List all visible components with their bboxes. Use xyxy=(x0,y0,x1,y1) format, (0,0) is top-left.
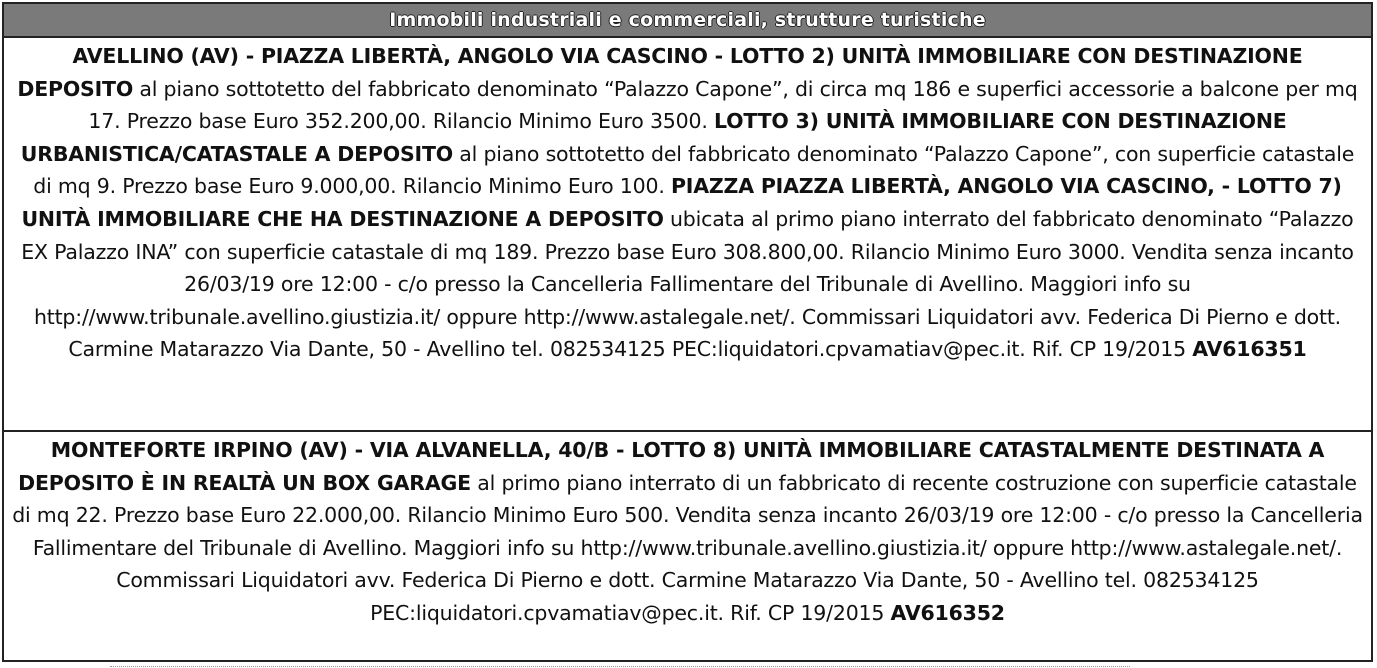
page-cut-line xyxy=(0,664,1377,668)
section-header: Immobili industriali e commerciali, strutture turistiche xyxy=(4,4,1371,38)
listing-text: ubicata al primo piano interrato del fabbricato denominato “Palazzo EX Palazzo INA” con superficie catastale di mq 189. Prezzo base Euro 308.800,00. Rilancio Minimo Euro 3000. Vendita senza incanto 26/03/19 ore 12:00 - c/o presso la Cancelleria Fallimentare del Tribunale di Avellino. Maggiori info su http://www.tribunale.avellino.giustizia.it/ oppure http://www.astalegale.net/. Commissari Liquidatori avv. Federica Di Pierno e dott. Carmine Matarazzo Via Dante, 50 - Avellino tel. 082534125 PEC:liquidatori.cpvamatiav@pec.it. Rif. CP 19/2015 xyxy=(21,206,1354,362)
listing-monteforte-irpino xyxy=(4,432,1371,660)
listing-text: al primo piano interrato di un fabbricato di recente costruzione con superficie catastale di mq 22. Prezzo base Euro 22.000,00. Rilancio Minimo Euro 500. Vendita senza incanto 26/03/19 ore 12:00 - c/o presso la Cancelleria Fallimentare del Tribunale di Avellino. Maggiori info su http://www.tribunale.avellino.giustizia.it/ oppure http://www.astalegale.net/. Commissari Liquidatori avv. Federica Di Pierno e dott. Carmine Matarazzo Via Dante, 50 - Avellino tel. 082534125 PEC:liquidatori.cpvamatiav@pec.it. Rif. CP 19/2015 xyxy=(12,470,1363,625)
listing-heading: LOTTO 3) UNITÀ IMMOBILIARE CON DESTINAZIONE URBANISTICA/CATASTALE A DEPOSITO xyxy=(20,109,1287,166)
listing-code: AV616351 xyxy=(1192,337,1307,362)
listing-heading: AVELLINO (AV) - PIAZZA LIBERTÀ, ANGOLO VIA CASCINO - LOTTO 2) UNITÀ IMMOBILIARE CON DESTINAZIONE DEPOSITO xyxy=(17,44,1303,101)
listing-code: AV616352 xyxy=(890,600,1005,625)
auction-notice-table xyxy=(2,2,1373,662)
listing-heading: MONTEFORTE IRPINO (AV) - VIA ALVANELLA, 40/B - LOTTO 8) UNITÀ IMMOBILIARE CATASTALMENTE DESTINATA A DEPOSITO È IN REALTÀ UN BOX GARAGE xyxy=(18,438,1325,495)
listing-heading: PIAZZA PIAZZA LIBERTÀ, ANGOLO VIA CASCINO, - LOTTO 7) UNITÀ IMMOBILIARE CHE HA DESTINAZIONE A DEPOSITO xyxy=(21,174,1342,231)
listing-avellino xyxy=(4,38,1371,432)
listing-text: al piano sottotetto del fabbricato denominato “Palazzo Capone”, di circa mq 186 e superfici accessorie a balcone per mq 17. Prezzo base Euro 352.200,00. Rilancio Minimo Euro 3500. xyxy=(88,76,1358,134)
listing-text: al piano sottotetto del fabbricato denominato “Palazzo Capone”, con superficie catastale di mq 9. Prezzo base Euro 9.000,00. Rilancio Minimo Euro 100. xyxy=(33,141,1355,199)
